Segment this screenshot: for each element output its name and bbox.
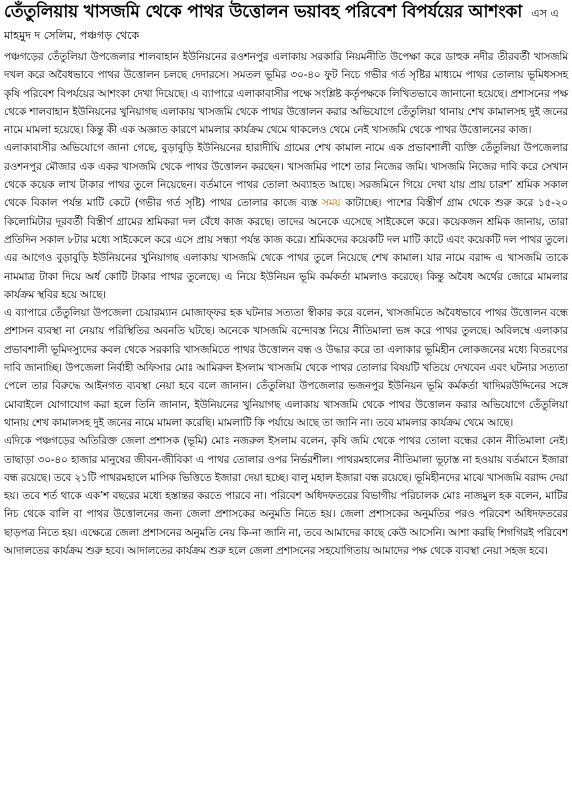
paragraph-4: এদিকে পঞ্চগড়ের অতিরিক্ত জেলা প্রশাসক (ভূমি) মোঃ নজরুল ইসলাম বলেন, কৃষি জমি থেকে পাথর তোলা বন্ধের কোন নীতিমালা নেই। তাছাড়া ৩০-৪০ হাজার মানুষের জীবন-জীবিকা এ পাথর তোলার ওপর নির্ভরশীল। পাথরমহালের নীতিমালা ভূঢ়াস্ত না হওয়ায় বর্তমানে ইজারা বন্ধ রয়েছে। তবে ২১টি পাথরমহালে মাসিক ভিত্তিতে ইজারা দেয়া হচ্ছে। বালু মহাল ইজারা বন্ধ রয়েছে। ভূমিহীনদের মাঝে খাসজমি বরাদ্দ দেয়া হয়। তবে শর্ত থাকে এক’শ বছরের মধ্যে হস্তান্তর করতে পারবে না। পরিবেশ অধিদফতরের বিভাগীয় পরিচালক মোঃ নাজমুল হক বলেন, মাটির নিচ থেকে বালি বা পাথর উত্তোলনের জন্য জেলা প্রশাসকের অনুমতি নিতে হয়। জেলা প্রশাসকের অনুমতির পরও পরিবেশ অধিদফতরের ছাড়পত্র নিতে হয়। এক্ষেত্রে জেলা প্রশাসনের অনুমতি নেয় কি-না জানি না, তবে আমাদের কাছে কেউ আসেনি। আশা করছি শিগগিরই পরিবেশ আদালতের কার্যক্রম শুরু হবে। আদালতের কার্যক্রম শুরু হলে জেলা প্রশাসনের সহযোগিতায় আমাদের পক্ষ থেকে ব্যবস্থা নেয়া সহজ হবে। bbox=[4, 435, 568, 558]
highlighted-word: সময় bbox=[322, 197, 341, 210]
byline: এস এ মাহমুদ দ সেলিম, পঞ্চগড় থেকে bbox=[4, 7, 559, 42]
headline-block bbox=[4, 2, 568, 46]
headline: তেঁতুলিয়ায় খাসজমি থেকে পাথর উত্তোলন ভয়াবহ পরিবেশ বিপর্যয়ের আশংকা bbox=[4, 2, 523, 22]
paragraph-1: পঞ্চগড়ের তেঁতুলিয়া উপজেলার শালবাহান ইউনিয়নের রওশনপুর এলাকায় সরকারি নিয়মনীতি উপেক্ষা করে ডাহুক নদীর তীরবর্তী খাসজমি দখল করে অবৈধভাবে পাথর উত্তোলন চলছে দেদারসে। সমতল ভূমির ৩০-৪০ ফুট নিচে গভীর গর্ত সৃষ্টির মাধ্যমে পাথর তোলায় ভূমিধসসহ কৃষি পরিবেশ বিপর্যয়ের আশংকা দেখা দিয়েছে। এ ব্যাপারে এলাকাবাসীর পক্ষে সংশ্লিষ্ট কর্তৃপক্ষকে লিখিতভাবে জানানো হয়েছে। প্রশাসনের পক্ষ থেকে শালবাহান ইউনিয়নের খুনিয়াগছ এলাকায় খাসজমি থেকে পাথর উত্তোলন করার অভিযোগে তেঁতুলিয়া থানায় শেখ কামালসহ দুই জনের নামে মামলা হয়েছে। কিন্তু কী এক অজ্ঞাত কারণে মামলার কার্যক্রম থেমে থাকলেও থেমে নেই খাসজমি থেকে পাথর উত্তোলনের কাজ। bbox=[4, 51, 568, 137]
paragraph-2-part-1: এলাকাবাসীর অভিযোগে জানা গেছে, বুড়াবুড়ি ইউনিয়নের হারাদীঘি গ্রামের শেখ কামাল নামে এক প্রভাবশালী ব্যক্তি তেঁতুলিয়া উপজেলার রওশনপুর মৌজার এক একর খাসজমি থেকে পাথর উত্তোলন করছেন। খাসজমির পাশে তার নিজের জমি। খাসজমি নিজের দাবি করে সেখান থেকে কয়েক লাখ টাকার পাথর তুলে নিয়েছেন। বর্তমানে পাথর তোলা অব্যাহত আছে। সরজমিনে গিয়ে দেখা যায় প্রায় চারশ’ শ্রমিক সকাল থেকে বিকাল পর্যন্ত মাটি কেটে (গভীর গর্ত সৃষ্টি) পাথর তোলার কাজে ব্যস্ত bbox=[4, 142, 568, 210]
paragraph-2-part-2: কাটাচ্ছে। পাশের বিস্তীর্ণ গ্রাম থেকে শুরু করে ১৫-২০ কিলোমিটার দূরবর্তী বিস্তীর্ণ গ্রামের শ্রমিকরা দল বেঁধে কাজ করছে। তাদের অনেকে এসেছে সাইকেলে করে। কয়েকজন শ্রমিক জানায়, তারা প্রতিদিন সকাল ৮টার মধ্যে সাইকেলে করে এসে প্রায় সন্ধ্যা পর্যন্ত কাজ করে। শ্রমিকদের কয়েকটি দল মাটি কাটে এবং কয়েকটি দল পাথর তুলে। এর আগেও বুড়াবুড়ি ইউনিয়নের খুনিয়াগছ এলাকায় খাসজমি থেকে পাথর তুলে নিয়েছে শেখ কামাল। যার নামে বরাদ্দ এ খাসজমি তাকে নামমাত্র টাকা দিয়ে অর্ধ কোটি টাকার পাথর তুলেছে। এ নিয়ে ইউনিয়ন ভূমি কর্মকর্তা মামলাও করেছে। কিন্তু অবৈধ অর্থের জোরে মামলার কার্যক্রম স্থবির হয়ে আছে। bbox=[4, 197, 569, 301]
paragraph-3: এ ব্যাপারে তেঁতুলিয়া উপজেলা চেয়ারম্যান মোজাফ্ফর হক ঘটনার সত্যতা স্বীকার করে বলেন, খাসজমিতে অবৈধভাবে পাথর উত্তোলন বন্ধে প্রশাসন ব্যবস্থা না নেয়ায় পরিস্থিতির অবনতি ঘটছে। অনেকে খাসজমি বন্দোবস্ত নিয়ে নীতিমালা ভঙ্গ করে পাথর তুলছে। অবিলম্বে এলাকার প্রভাবশালী ভূমিদস্যুদের কবল থেকে সরকারি খাসজমিতে পাথর উত্তোলন বন্ধ ও উদ্ধার করে তা এলাকার ভূমিহীন লোকজনের মধ্যে বিতরণের দাবি জানাচ্ছি। উপজেলা নির্বাহী অফিসার মোঃ আমিরুল ইসলাম খাসজমি থেকে পাথর তোলার বিষয়টি খতিয়ে দেখবেন এবং ঘটনার সত্যতা পেলে তার বিরুদ্ধে আইনগত ব্যবস্থা নেয়া হবে বলে জানান। তেঁতুলিয়া উপজেলার ভজনপুর ইউনিয়ন ভূমি কর্মকর্তা খাদিমরউদ্দিনের সঙ্গে মোবাইলে যোগাযোগ করা হলে তিনি জানান, ইউনিয়নের খুনিয়াগছ এলাকায় খাসজমি থেকে পাথর উত্তোলন করার অভিযোগে তেঁতুলিয়া থানায় শেখ কামালসহ দুই জনের নামে মামলা করেছি। মামলাটি কি পর্যায়ে আছে তা জানি না। তবে মামলার কার্যক্রম থেমে আছে। bbox=[4, 307, 568, 429]
paragraph-2 bbox=[4, 139, 568, 304]
article-body bbox=[4, 48, 568, 560]
